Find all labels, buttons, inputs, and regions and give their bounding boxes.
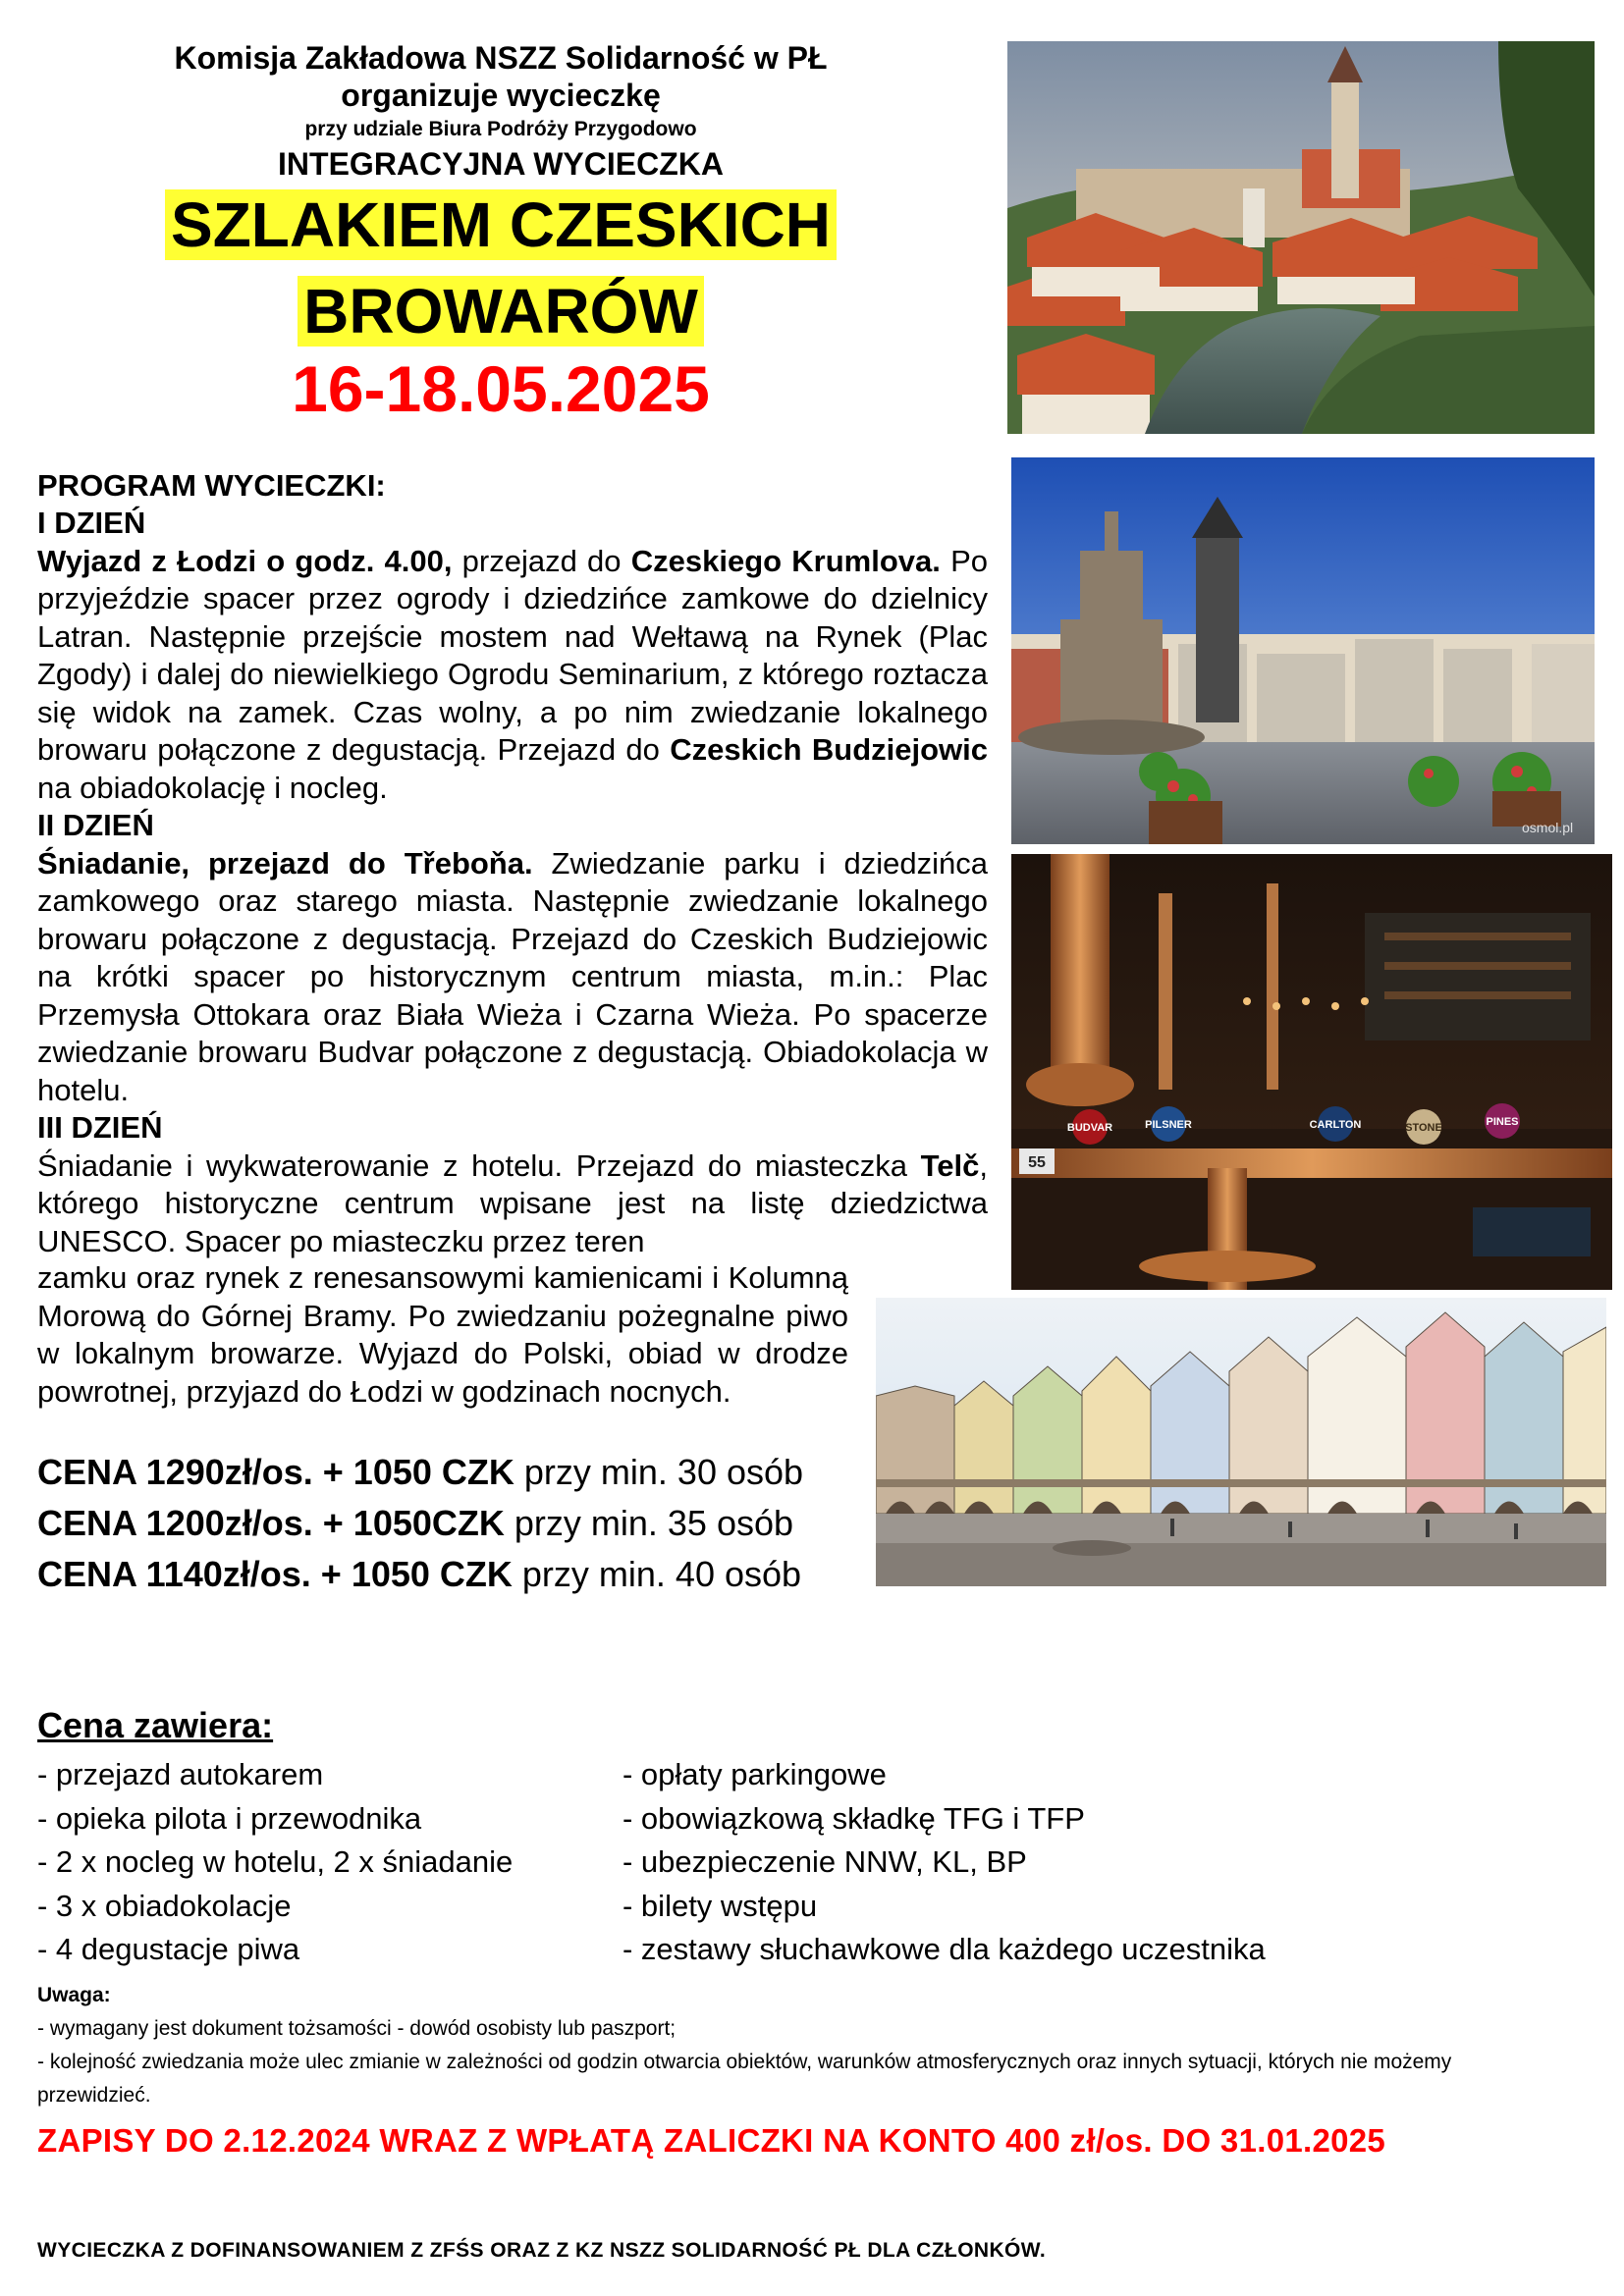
include-item: - przejazd autokarem [37,1757,324,1791]
includes-left [37,1753,513,1972]
tap-label: PINES [1486,1116,1519,1128]
include-item: - zestawy słuchawkowe dla każdego uczestnika [623,1932,1266,1966]
title-line-1: SZLAKIEM CZESKICH [165,189,837,260]
tap-label: STONE [1405,1122,1442,1134]
title-line-2: BROWARÓW [298,276,704,347]
day-1-label: I DZIEŃ [37,506,146,540]
photo-budejovice-square [1011,457,1595,844]
photo-watermark: osmol.pl [1522,820,1574,835]
prices [37,1447,882,1600]
photo-cesky-krumlov [1007,41,1595,434]
notes [37,1979,1569,2112]
trip-dates: 16-18.05.2025 [292,352,710,425]
tap-label: CARLTON [1309,1119,1362,1131]
organizes-line: organizuje wycieczkę [341,78,661,113]
program-day-1-2 [37,505,988,1260]
include-item: - bilety wstępu [623,1888,818,1923]
price-row-2: CENA 1200zł/os. + 1050CZK przy min. 35 osób [37,1503,794,1543]
include-item: - obowiązkową składkę TFG i TFP [623,1800,1085,1836]
photo-telc-square [876,1298,1606,1586]
trip-type: INTEGRACYJNA WYCIECZKA [278,146,724,182]
day-3-text-a: Śniadanie i wykwaterowanie z hotelu. Przejazd do miasteczka Telč, którego historyczne centrum wpisane jest na listę dziedzictwa UNESCO. Spacer po miasteczku przez teren [37,1148,988,1258]
include-item: - ubezpieczenie NNW, KL, BP [623,1844,1027,1879]
funding-note: WYCIECZKA Z DOFINANSOWANIEM Z ZFŚS ORAZ Z KZ NSZZ SOLIDARNOŚĆ PŁ DLA CZŁONKÓW. [37,2239,1047,2262]
day-3-text-b: zamku oraz rynek z renesansowymi kamienicami i Kolumną Morową do Górnej Bramy. Po zwiedzaniu pożegnalne piwo w lokalnym browarze. Wyjazd do Polski, obiad w drodze powrotnej, przyjazd do Łodzi w godzinach nocnych. [37,1260,848,1409]
include-item: - 2 x nocleg w hotelu, 2 x śniadanie [37,1844,514,1879]
signup-deadline: ZAPISY DO 2.12.2024 WRAZ Z WPŁATĄ ZALICZKI NA KONTO 400 zł/os. DO 31.01.2025 [37,2122,1386,2159]
include-item: - 3 x obiadokolacje [37,1888,292,1923]
include-item: - opłaty parkingowe [623,1757,887,1791]
includes-right [623,1753,1266,1972]
notes-heading: Uwaga: [37,1984,111,2006]
day-1-text: Wyjazd z Łodzi o godz. 4.00, przejazd do Czeskiego Krumlova. Po przyjeździe spacer przez ogrody i dziedzińce zamkowe do dzielnicy Latran. Następnie przejście mostem nad Wełtawą na Rynek (Plac Zgody) i dalej do niewielkiego Ogrodu Seminarium, z którego roztacza się widok na zamek. Czas wolny, a po nim zwiedzanie lokalnego browaru połączone z degustacją. Przejazd do Czeskich Budziejowic na obiadokolację i nocleg. [37,543,988,805]
note-item: - wymagany jest dokument tożsamości - dowód osobisty lub paszport; [37,2017,677,2040]
day-2-text: Śniadanie, przejazd do Třeboňa. Zwiedzanie parku i dziedzińca zamkowego oraz starego miasta. Następnie zwiedzanie lokalnego browaru połączone z degustacją. Przejazd do Czeskich Budziejowic na krótki spacer po historycznym centrum miasta, m.in.: Plac Przemysła Ottokara oraz Biała Wieża i Czarna Wieża. Po spacerze zwiedzanie browaru Budvar połączone z degustacją. Obiadokolacja w hotelu. [37,845,988,1107]
includes-heading: Cena zawiera: [37,1705,274,1745]
day-2-label: II DZIEŃ [37,808,154,842]
program-heading: PROGRAM WYCIECZKI: [37,468,386,503]
trip-title-1 [29,188,972,261]
include-item: - 4 degustacje piwa [37,1932,300,1966]
price-row-1: CENA 1290zł/os. + 1050 CZK przy min. 30 osób [37,1452,804,1492]
tap-number: 55 [1028,1154,1046,1171]
include-item: - opieka pilota i przewodnika [37,1800,422,1836]
header [29,39,972,430]
trip-title-2 [29,275,972,347]
price-row-3: CENA 1140zł/os. + 1050 CZK przy min. 40 osób [37,1554,802,1594]
note-item: - kolejność zwiedzania może ulec zmianie w zależności od godzin otwarcia obiektów, warunków atmosferycznych oraz innych sytuacji, których nie możemy przewidzieć. [37,2051,1452,2107]
tap-label: BUDVAR [1066,1122,1113,1134]
day-3-label: III DZIEŃ [37,1110,163,1145]
agency-line: przy udziale Biura Podróży Przygodowo [304,118,697,140]
organizer-line: Komisja Zakładowa NSZZ Solidarność w PŁ [174,40,828,76]
photo-brewery-bar [1011,854,1612,1290]
tap-label: PILSNER [1145,1119,1192,1131]
